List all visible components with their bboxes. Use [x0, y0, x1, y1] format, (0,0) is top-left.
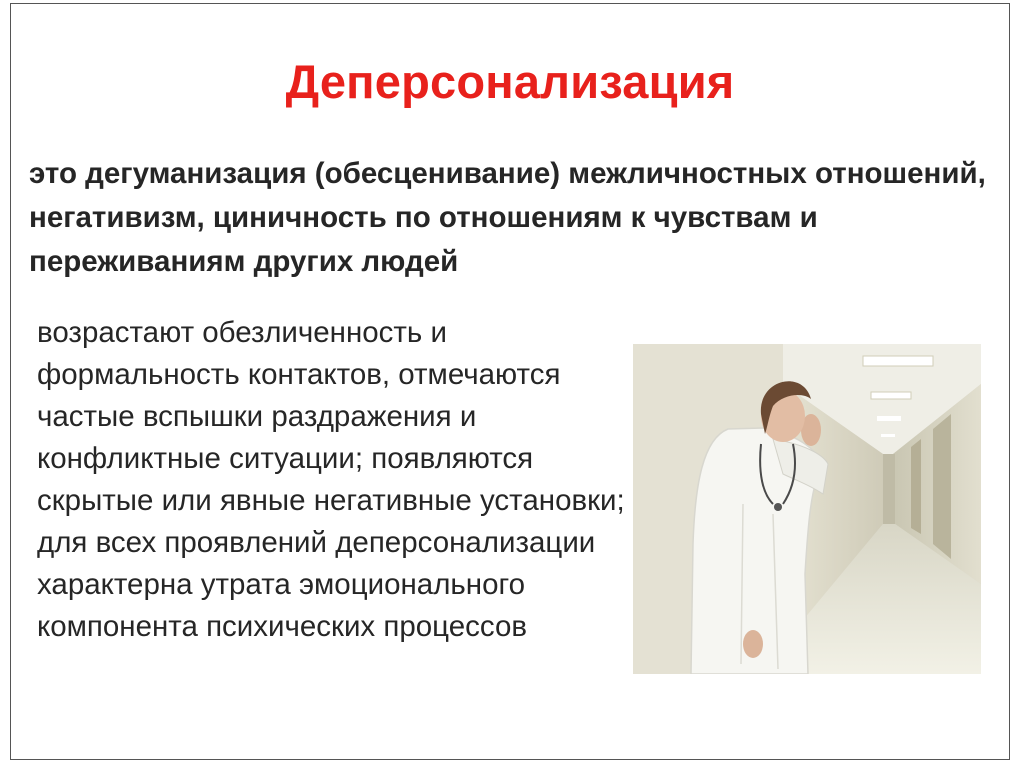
description-text: возрастают обезличенность и формальность контактов, отмечаются частые вспышки раздражения и конфликтные ситуации; появляются скрытые или явные негативные установки; для всех проявлений деперсонализации характерна утрата эмоционального компонента психических процессов — [37, 316, 625, 643]
definition-text: это дегуманизация (обесценивание) межличностных отношений, негативизм, циничность по отношениям к чувствам и переживаниям других людей — [29, 157, 986, 278]
slide-title: Деперсонализация — [285, 55, 735, 108]
slide — [10, 3, 1010, 760]
doctor-corridor-photo — [633, 344, 981, 674]
